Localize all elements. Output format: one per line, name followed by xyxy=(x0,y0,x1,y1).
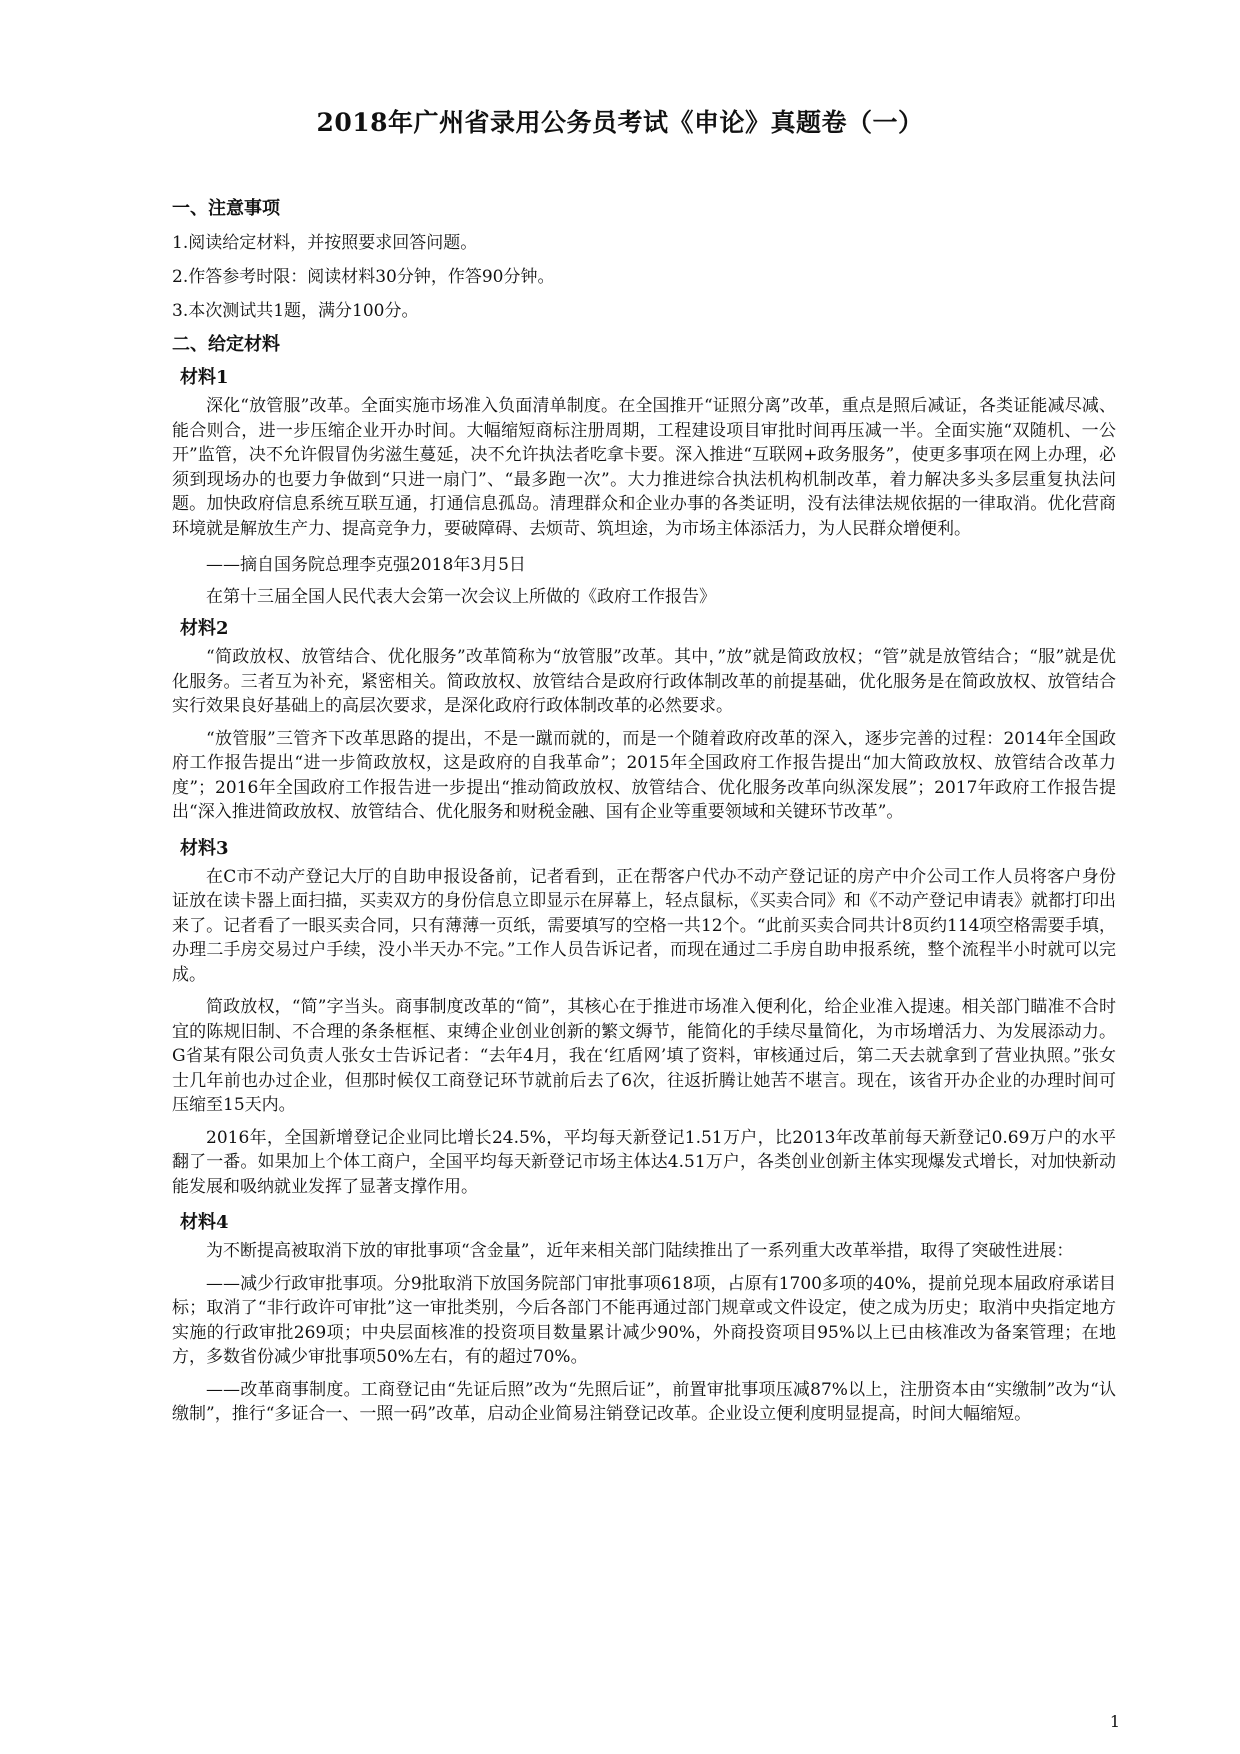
material-4-paragraph: ——减少行政审批事项。分9批取消下放国务院部门审批事项618项，占原有1700多项的40%，提前兑现本届政府承诺目标；取消了“非行政许可审批”这一审批类别，今后各部门不能再通过部门规章或文件设定，使之成为历史；取消中央指定地方实施的行政审批269项；中央层面核准的投资项目数量累计减少90%，外商投资项目95%以上已由核准改为备案管理；在地方，多数省份减少审批事项50%左右，有的超过70%。 xyxy=(172,1273,1116,1367)
material-4-paragraph: 为不断提高被取消下放的审批事项“含金量”，近年来相关部门陆续推出了一系列重大改革举措，取得了突破性进展： xyxy=(206,1241,1074,1261)
material-1-paragraph: 深化“放管服”改革。全面实施市场准入负面清单制度。在全国推开“证照分离”改革，重点是照后减证，各类证能减尽减、能合则合，进一步压缩企业开办时间。大幅缩短商标注册周期，工程建设项目审批时间再压减一半。全面实施“双随机、一公开”监管，决不允许假冒伪劣滋生蔓延，决不允许执法者吃拿卡要。深入推进“互联网+政务服务”，使更多事项在网上办理，必须到现场办的也要力争做到“只进一扇门”、“最多跑一次”。大力推进综合执法机构机制改革，着力解决多头多层重复执法问题。加快政府信息系统互联互通，打通信息孤岛。清理群众和企业办事的各类证明，没有法律法规依据的一律取消。优化营商环境就是解放生产力、提高竞争力，要破障碍、去烦苛、筑坦途，为市场主体添活力，为人民群众增便利。 xyxy=(172,396,1116,539)
material-2-paragraph: “简政放权、放管结合、优化服务”改革简称为“放管服”改革。其中，”放”就是简政放权；“管”就是放管结合；“服”就是优化服务。三者互为补充，紧密相关。简政放权、放管结合是政府行政体制改革的前提基础，优化服务是在简政放权、放管结合实行效果良好基础上的高层次要求，是深化政府行政体制改革的必然要求。 xyxy=(172,647,1116,716)
materials-heading: 二、给定材料 xyxy=(172,334,280,355)
note-item: 1.阅读给定材料，并按照要求回答问题。 xyxy=(172,233,478,253)
material-1-heading: 材料1 xyxy=(180,367,229,388)
notes-heading: 一、注意事项 xyxy=(172,198,280,219)
material-2-paragraph: “放管服”三管齐下改革思路的提出，不是一蹴而就的，而是一个随着政府改革的深入，逐步完善的过程：2014年全国政府工作报告提出“进一步简政放权，这是政府的自我革命”；2015年全国政府工作报告提出“加大简政放权、放管结合改革力度”；2016年全国政府工作报告进一步提出“推动简政放权、放管结合、优化服务改革向纵深发展”；2017年政府工作报告提出“深入推进简政放权、放管结合、优化服务和财税金融、国有企业等重要领域和关键环节改革”。 xyxy=(172,728,1116,822)
page-number: 1 xyxy=(1109,1712,1120,1731)
note-item: 3.本次测试共1题，满分100分。 xyxy=(172,301,419,321)
material-4-paragraph: ——改革商事制度。工商登记由“先证后照”改为“先照后证”，前置审批事项压减87%以上，注册资本由“实缴制”改为“认缴制”，推行“多证合一、一照一码”改革，启动企业简易注销登记改革。企业设立便利度明显提高，时间大幅缩短。 xyxy=(172,1379,1116,1424)
material-3-heading: 材料3 xyxy=(180,837,229,859)
document-body xyxy=(172,192,1116,1435)
document-title: 2018年广州省录用公务员考试《申论》真题卷（一） xyxy=(316,108,924,137)
note-item: 2.作答参考时限：阅读材料30分钟，作答90分钟。 xyxy=(172,267,555,287)
material-3-paragraph: 在C市不动产登记大厅的自助申报设备前，记者看到，正在帮客户代办不动产登记证的房产中介公司工作人员将客户身份证放在读卡器上面扫描，买卖双方的身份信息立即显示在屏幕上，轻点鼠标，《买卖合同》和《不动产登记申请表》就都打印出来了。记者看了一眼买卖合同，只有薄薄一页纸，需要填写的空格一共12个。“此前买卖合同共计8页约114项空格需要手填，办理二手房交易过户手续，没小半天办不完。”工作人员告诉记者，而现在通过二手房自助申报系统，整个流程半小时就可以完成。 xyxy=(172,866,1116,985)
material-1-source-line: ——摘自国务院总理李克强2018年3月5日 xyxy=(206,555,526,575)
material-3-paragraph: 2016年，全国新增登记企业同比增长24.5%，平均每天新登记1.51万户，比2013年改革前每天新登记0.69万户的水平翻了一番。如果加上个体工商户，全国平均每天新登记市场主体达4.51万户，各类创业创新主体实现爆发式增长，对加快新动能发展和吸纳就业发挥了显著支撑作用。 xyxy=(172,1127,1116,1197)
material-1-source-line: 在第十三届全国人民代表大会第一次会议上所做的《政府工作报告》 xyxy=(206,587,716,607)
material-4-heading: 材料4 xyxy=(180,1212,229,1233)
material-2-heading: 材料2 xyxy=(180,618,229,639)
material-3-paragraph: 简政放权，“简”字当头。商事制度改革的“简”，其核心在于推进市场准入便利化，给企业准入提速。相关部门瞄准不合时宜的陈规旧制、不合理的条条框框、束缚企业创业创新的繁文缛节，能简化的手续尽量简化，为市场增活力、为发展添动力。G省某有限公司负责人张女士告诉记者：“去年4月，我在‘红盾网’填了资料，审核通过后，第二天去就拿到了营业执照。”张女士几年前也办过企业，但那时候仅工商登记环节就前后去了6次，往返折腾让她苦不堪言。现在，该省开办企业的办理时间可压缩至15天内。 xyxy=(172,997,1116,1115)
